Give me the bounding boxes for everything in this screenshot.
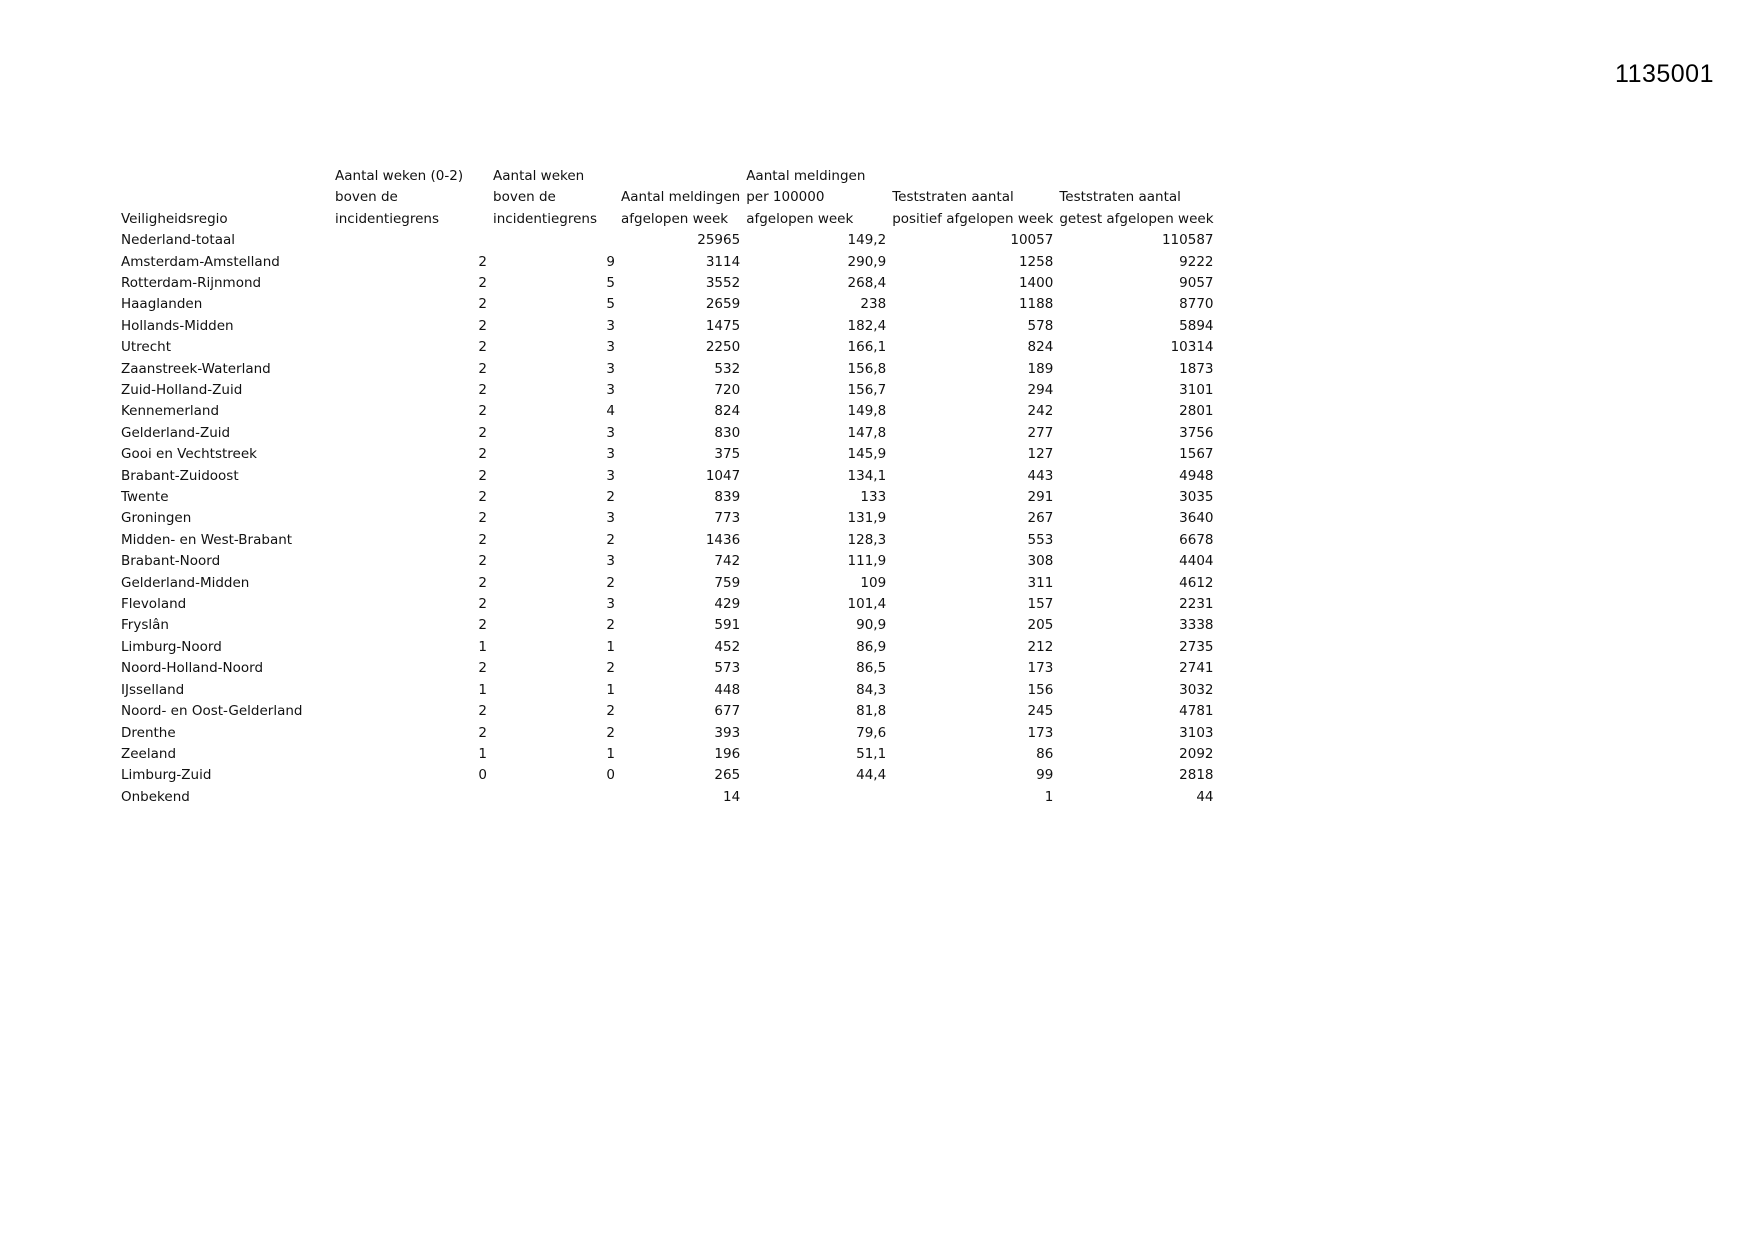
- column-header-line: afgelopen week: [746, 210, 854, 227]
- value-cell: 2: [606, 574, 615, 591]
- value-cell: 79,6: [856, 724, 887, 741]
- value-cell: 101,4: [847, 596, 887, 613]
- value-cell: 3: [606, 446, 615, 463]
- value-cell: [332, 230, 490, 251]
- value-cell: 429: [714, 596, 741, 613]
- value-cell: 173: [1027, 724, 1054, 741]
- table-header: [118, 166, 1217, 230]
- value-cell: 3032: [1179, 681, 1214, 698]
- value-cell: 448: [714, 681, 741, 698]
- value-cell: 308: [1027, 553, 1054, 570]
- value-cell: [490, 230, 618, 251]
- value-cell: 25965: [697, 232, 741, 249]
- value-cell: 4948: [1179, 467, 1214, 484]
- value-cell: 2801: [1179, 403, 1214, 420]
- value-cell: 824: [1027, 339, 1054, 356]
- column-header-line: Aantal weken (0-2): [335, 168, 464, 184]
- table-row: [118, 359, 1217, 380]
- region-name-cell: Twente: [121, 489, 169, 506]
- value-cell: 1475: [705, 317, 741, 334]
- value-cell: 1: [606, 745, 615, 762]
- value-cell: 51,1: [856, 745, 887, 762]
- value-cell: 205: [1027, 617, 1054, 634]
- value-cell: 1873: [1179, 360, 1214, 377]
- column-header-1: [332, 166, 490, 230]
- region-name-cell: Gelderland-Midden: [121, 574, 250, 591]
- value-cell: 773: [714, 510, 741, 527]
- value-cell: 3: [606, 510, 615, 527]
- value-cell: 111,9: [847, 553, 887, 570]
- table-row: [118, 637, 1217, 658]
- column-header-line: afgelopen week: [621, 210, 729, 227]
- value-cell: 2: [478, 317, 487, 334]
- value-cell: 127: [1027, 446, 1054, 463]
- value-cell: 578: [1027, 317, 1054, 334]
- value-cell: 291: [1027, 489, 1054, 506]
- value-cell: 110587: [1161, 232, 1214, 249]
- value-cell: 156: [1027, 681, 1054, 698]
- value-cell: 759: [714, 574, 741, 591]
- document-number: 1135001: [1615, 60, 1714, 88]
- value-cell: 81,8: [856, 703, 887, 720]
- value-cell: 4404: [1179, 553, 1214, 570]
- value-cell: 2: [478, 510, 487, 527]
- value-cell: 591: [714, 617, 741, 634]
- region-name-cell: Onbekend: [121, 788, 190, 805]
- table-row: [118, 337, 1217, 358]
- value-cell: 44: [1196, 788, 1214, 805]
- value-cell: 824: [714, 403, 741, 420]
- value-cell: 157: [1027, 596, 1054, 613]
- table-row: [118, 723, 1217, 744]
- column-header-line: Aantal meldingen: [746, 168, 866, 184]
- value-cell: 1400: [1018, 274, 1054, 291]
- value-cell: 109: [860, 574, 887, 591]
- table-row: [118, 744, 1217, 765]
- column-header-0: [118, 166, 332, 230]
- value-cell: 149,2: [847, 232, 887, 249]
- value-cell: 2: [478, 617, 487, 634]
- column-header-line: incidentiegrens: [335, 210, 439, 227]
- region-table-container: [118, 166, 1217, 808]
- column-header-line: Aantal weken: [493, 168, 585, 184]
- table-row: [118, 401, 1217, 422]
- region-name-cell: Drenthe: [121, 724, 176, 741]
- region-name-cell: Flevoland: [121, 596, 187, 613]
- value-cell: 1188: [1018, 296, 1054, 313]
- value-cell: 290,9: [847, 253, 887, 270]
- table-row: [118, 230, 1217, 251]
- value-cell: 9057: [1179, 274, 1214, 291]
- region-name-cell: Haaglanden: [121, 296, 203, 313]
- region-name-cell: Zaanstreek-Waterland: [121, 360, 271, 377]
- column-header-line: [1059, 166, 1213, 187]
- column-header-line: getest afgelopen week: [1059, 210, 1214, 227]
- value-cell: 3101: [1179, 382, 1214, 399]
- value-cell: 9: [606, 253, 615, 270]
- value-cell: 1258: [1018, 253, 1054, 270]
- value-cell: 2: [606, 724, 615, 741]
- column-header-line: [892, 166, 1053, 187]
- value-cell: 2250: [705, 339, 741, 356]
- table-row: [118, 508, 1217, 529]
- table-row: [118, 487, 1217, 508]
- value-cell: 2818: [1179, 767, 1214, 784]
- value-cell: 2092: [1179, 745, 1214, 762]
- value-cell: [743, 787, 889, 808]
- value-cell: 839: [714, 489, 741, 506]
- value-cell: 3114: [705, 253, 741, 270]
- value-cell: 4: [606, 403, 615, 420]
- table-row: [118, 551, 1217, 572]
- column-header-line: [121, 166, 329, 187]
- value-cell: 3103: [1179, 724, 1214, 741]
- value-cell: 3: [606, 382, 615, 399]
- column-header-line: boven de: [493, 189, 556, 206]
- value-cell: 2: [478, 596, 487, 613]
- column-header-line: [621, 166, 740, 187]
- value-cell: 2: [478, 724, 487, 741]
- value-cell: 3552: [705, 274, 741, 291]
- value-cell: 2: [478, 403, 487, 420]
- column-header-line: Teststraten aantal: [892, 189, 1014, 206]
- value-cell: 2: [478, 424, 487, 441]
- value-cell: 44,4: [856, 767, 887, 784]
- value-cell: 1047: [705, 467, 741, 484]
- header-row: [118, 166, 1217, 230]
- table-row: [118, 444, 1217, 465]
- value-cell: 443: [1027, 467, 1054, 484]
- table-row: [118, 594, 1217, 615]
- table-row: [118, 680, 1217, 701]
- value-cell: [332, 787, 490, 808]
- table-row: [118, 787, 1217, 808]
- value-cell: 677: [714, 703, 741, 720]
- value-cell: 2: [478, 531, 487, 548]
- value-cell: 3035: [1179, 489, 1214, 506]
- column-header-line: boven de: [335, 189, 398, 206]
- value-cell: 268,4: [847, 274, 887, 291]
- region-name-cell: Noord- en Oost-Gelderland: [121, 703, 303, 720]
- value-cell: 2: [478, 296, 487, 313]
- value-cell: 3: [606, 553, 615, 570]
- value-cell: 2: [478, 553, 487, 570]
- value-cell: 2: [478, 382, 487, 399]
- value-cell: 742: [714, 553, 741, 570]
- value-cell: 5: [606, 274, 615, 291]
- value-cell: 2: [478, 253, 487, 270]
- value-cell: 265: [714, 767, 741, 784]
- value-cell: 2: [606, 531, 615, 548]
- region-name-cell: Brabant-Zuidoost: [121, 467, 239, 484]
- value-cell: 10314: [1170, 339, 1214, 356]
- table-row: [118, 573, 1217, 594]
- column-header-3: [618, 166, 743, 230]
- value-cell: 532: [714, 360, 741, 377]
- value-cell: 156,7: [847, 382, 887, 399]
- value-cell: 156,8: [847, 360, 887, 377]
- column-header-line: positief afgelopen week: [892, 210, 1054, 227]
- table-row: [118, 615, 1217, 636]
- value-cell: 3: [606, 424, 615, 441]
- value-cell: 173: [1027, 660, 1054, 677]
- value-cell: 0: [478, 767, 487, 784]
- region-name-cell: Brabant-Noord: [121, 553, 221, 570]
- value-cell: 375: [714, 446, 741, 463]
- column-header-4: [743, 166, 889, 230]
- value-cell: 182,4: [847, 317, 887, 334]
- region-table: [118, 166, 1217, 808]
- value-cell: 0: [606, 767, 615, 784]
- value-cell: 2: [606, 617, 615, 634]
- value-cell: 14: [723, 788, 741, 805]
- region-name-cell: Gelderland-Zuid: [121, 424, 231, 441]
- column-header-line: Veiligheidsregio: [121, 210, 228, 227]
- value-cell: 1: [478, 638, 487, 655]
- value-cell: 4781: [1179, 703, 1214, 720]
- value-cell: 294: [1027, 382, 1054, 399]
- value-cell: 1436: [705, 531, 741, 548]
- value-cell: 4612: [1179, 574, 1214, 591]
- table-row: [118, 273, 1217, 294]
- value-cell: 6678: [1179, 531, 1214, 548]
- column-header-line: per 100000: [746, 189, 825, 206]
- value-cell: 2741: [1179, 660, 1214, 677]
- value-cell: 128,3: [847, 531, 887, 548]
- value-cell: [490, 787, 618, 808]
- value-cell: 8770: [1179, 296, 1214, 313]
- value-cell: 3338: [1179, 617, 1214, 634]
- region-name-cell: Nederland-totaal: [121, 232, 235, 249]
- table-row: [118, 380, 1217, 401]
- table-row: [118, 765, 1217, 786]
- value-cell: 830: [714, 424, 741, 441]
- value-cell: 2: [478, 339, 487, 356]
- value-cell: 2: [478, 467, 487, 484]
- table-row: [118, 658, 1217, 679]
- column-header-5: [889, 166, 1056, 230]
- region-name-cell: Fryslân: [121, 617, 169, 634]
- value-cell: 2: [478, 446, 487, 463]
- region-name-cell: Hollands-Midden: [121, 317, 234, 334]
- value-cell: 86: [1036, 745, 1054, 762]
- region-name-cell: Limburg-Zuid: [121, 767, 212, 784]
- value-cell: 133: [860, 489, 887, 506]
- value-cell: 1: [478, 745, 487, 762]
- value-cell: 452: [714, 638, 741, 655]
- value-cell: 2: [478, 660, 487, 677]
- value-cell: 245: [1027, 703, 1054, 720]
- value-cell: 86,5: [856, 660, 887, 677]
- region-name-cell: Limburg-Noord: [121, 638, 222, 655]
- value-cell: 145,9: [847, 446, 887, 463]
- value-cell: 277: [1027, 424, 1054, 441]
- value-cell: 5894: [1179, 317, 1214, 334]
- value-cell: 720: [714, 382, 741, 399]
- value-cell: 84,3: [856, 681, 887, 698]
- value-cell: 2: [606, 489, 615, 506]
- region-name-cell: Rotterdam-Rijnmond: [121, 274, 262, 291]
- region-name-cell: Utrecht: [121, 339, 172, 356]
- value-cell: 2: [478, 489, 487, 506]
- value-cell: 2: [478, 274, 487, 291]
- value-cell: 1567: [1179, 446, 1214, 463]
- column-header-line: [121, 187, 329, 208]
- value-cell: 3: [606, 317, 615, 334]
- value-cell: 3: [606, 467, 615, 484]
- value-cell: 131,9: [847, 510, 887, 527]
- region-name-cell: Groningen: [121, 510, 192, 527]
- value-cell: 2659: [705, 296, 741, 313]
- region-name-cell: Gooi en Vechtstreek: [121, 446, 257, 463]
- value-cell: 1: [1044, 788, 1054, 805]
- table-row: [118, 316, 1217, 337]
- value-cell: 393: [714, 724, 741, 741]
- value-cell: 2: [478, 360, 487, 377]
- value-cell: 3640: [1179, 510, 1214, 527]
- value-cell: 134,1: [847, 467, 887, 484]
- value-cell: 311: [1027, 574, 1054, 591]
- table-row: [118, 466, 1217, 487]
- region-name-cell: Zuid-Holland-Zuid: [121, 382, 243, 399]
- value-cell: 2231: [1179, 596, 1214, 613]
- value-cell: 553: [1027, 531, 1054, 548]
- column-header-6: [1056, 166, 1216, 230]
- value-cell: 242: [1027, 403, 1054, 420]
- value-cell: 267: [1027, 510, 1054, 527]
- value-cell: 2735: [1179, 638, 1214, 655]
- value-cell: 1: [606, 638, 615, 655]
- value-cell: 2: [606, 660, 615, 677]
- region-name-cell: Midden- en West-Brabant: [121, 531, 293, 548]
- table-row: [118, 423, 1217, 444]
- value-cell: 212: [1027, 638, 1054, 655]
- column-header-line: Teststraten aantal: [1059, 189, 1181, 206]
- table-body: [118, 230, 1217, 808]
- table-row: [118, 252, 1217, 273]
- value-cell: 2: [478, 703, 487, 720]
- value-cell: 166,1: [847, 339, 887, 356]
- value-cell: 1: [606, 681, 615, 698]
- value-cell: 196: [714, 745, 741, 762]
- region-name-cell: IJsselland: [121, 681, 185, 698]
- region-name-cell: Zeeland: [121, 745, 177, 762]
- value-cell: 149,8: [847, 403, 887, 420]
- table-row: [118, 701, 1217, 722]
- value-cell: 90,9: [856, 617, 887, 634]
- region-name-cell: Amsterdam-Amstelland: [121, 253, 280, 270]
- value-cell: 86,9: [856, 638, 887, 655]
- region-name-cell: Kennemerland: [121, 403, 220, 420]
- column-header-line: incidentiegrens: [493, 210, 597, 227]
- value-cell: 2: [478, 574, 487, 591]
- value-cell: 3: [606, 596, 615, 613]
- value-cell: 10057: [1010, 232, 1054, 249]
- value-cell: 3: [606, 339, 615, 356]
- region-name-cell: Noord-Holland-Noord: [121, 660, 264, 677]
- value-cell: 573: [714, 660, 741, 677]
- column-header-2: [490, 166, 618, 230]
- value-cell: 1: [478, 681, 487, 698]
- value-cell: 9222: [1179, 253, 1214, 270]
- value-cell: 189: [1027, 360, 1054, 377]
- value-cell: 5: [606, 296, 615, 313]
- value-cell: 147,8: [847, 424, 887, 441]
- table-row: [118, 530, 1217, 551]
- table-row: [118, 294, 1217, 315]
- column-header-line: Aantal meldingen: [621, 189, 741, 206]
- value-cell: 2: [606, 703, 615, 720]
- value-cell: 3: [606, 360, 615, 377]
- value-cell: 99: [1036, 767, 1054, 784]
- value-cell: 238: [860, 296, 887, 313]
- value-cell: 3756: [1179, 424, 1214, 441]
